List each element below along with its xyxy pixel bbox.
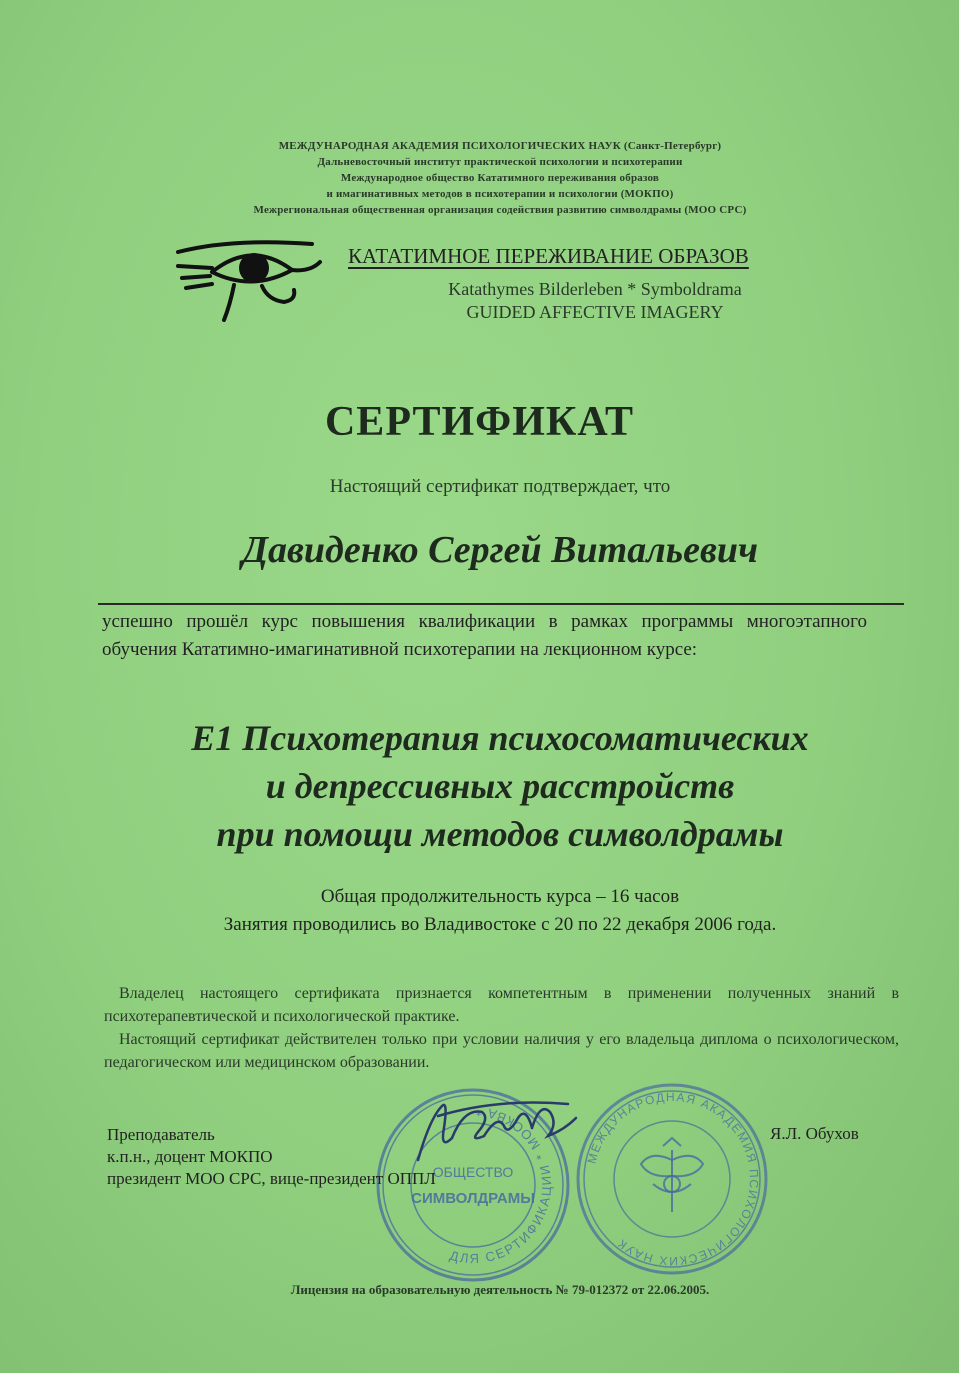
header-line: Дальневосточный институт практической психологии и психотерапии — [317, 156, 683, 168]
eye-of-horus-icon — [172, 230, 324, 325]
double-eagle-emblem-icon — [641, 1138, 703, 1212]
course-title — [120, 714, 880, 858]
recipient-name: Давиденко Сергей Витальевич — [241, 529, 759, 571]
recipient-underline — [98, 603, 904, 605]
header-line: и имагинативных методов в психотерапии и психологии (МОКПО) — [326, 188, 674, 200]
license-line: Лицензия на образовательную деятельность № 79-012372 от 22.06.2005. — [290, 1282, 710, 1297]
header-line: Межрегиональная общественная организация содействия развитию символдрамы (МОО СРС) — [253, 204, 747, 216]
certificate-title: СЕРТИФИКАТ — [324, 399, 635, 445]
certificate-notes — [104, 982, 899, 1074]
organizations-header — [180, 138, 820, 218]
signer-role: Преподаватель — [107, 1125, 215, 1144]
signer-details — [107, 1124, 436, 1190]
header-line: Международное общество Кататимного переживания образов — [340, 172, 660, 184]
brand-subtitle-english: GUIDED AFFECTIVE IMAGERY — [466, 302, 724, 322]
brand-subtitle-german: Katathymes Bilderleben * Symboldrama — [448, 279, 742, 299]
brand-subtitles — [360, 278, 830, 324]
signer-position: президент МОО СРС, вице-президент ОППЛ — [107, 1169, 436, 1188]
course-info — [0, 883, 959, 939]
header-line: МЕЖДУНАРОДНАЯ АКАДЕМИЯ ПСИХОЛОГИЧЕСКИХ НАУК (Санкт-Петербург) — [278, 140, 722, 152]
course-duration: Общая продолжительность курса – 16 часов — [320, 886, 680, 907]
signer-degree: к.п.н., доцент МОКПО — [107, 1147, 273, 1166]
validity-note: Настоящий сертификат действителен только при условии наличия у его владельца диплома о психологическом, педагогическом или медицинском образовании. — [104, 1031, 899, 1071]
stamp-inner-text: СИМВОЛДРАМЫ — [411, 1190, 535, 1207]
stamp-ring-text: ДЛЯ СЕРТИФИКАЦИИ * МОСКВА * — [448, 1103, 555, 1267]
stamp-ring-text: МЕЖДУНАРОДНАЯ АКАДЕМИЯ ПСИХОЛОГИЧЕСКИХ НАУК — [584, 1089, 762, 1269]
course-dates: Занятия проводились во Владивостоке с 20 по 22 декабря 2006 года. — [223, 914, 777, 935]
completion-text: успешно прошёл курс повышения квалификации в рамках программы многоэтапного обучения Кататимно-имагинативной психотерапии на лекционном курсе: — [102, 611, 867, 660]
stamp-inner-text: ОБЩЕСТВО — [432, 1164, 514, 1180]
course-title-line: при помощи методов символдрамы — [216, 814, 784, 854]
course-title-line: Е1 Психотерапия психосоматических — [191, 718, 809, 758]
competence-note: Владелец настоящего сертификата признается компетентным в применении полученных знаний в психотерапевтической и психологической практике. — [104, 985, 899, 1025]
confirmation-text: Настоящий сертификат подтверждает, что — [329, 476, 671, 497]
course-title-line: и депрессивных расстройств — [265, 766, 735, 806]
brand-title: КАТАТИМНОЕ ПЕРЕЖИВАНИЕ ОБРАЗОВ — [348, 244, 749, 268]
academy-stamp — [573, 1080, 771, 1278]
signer-name: Я.Л. Обухов — [770, 1124, 859, 1143]
